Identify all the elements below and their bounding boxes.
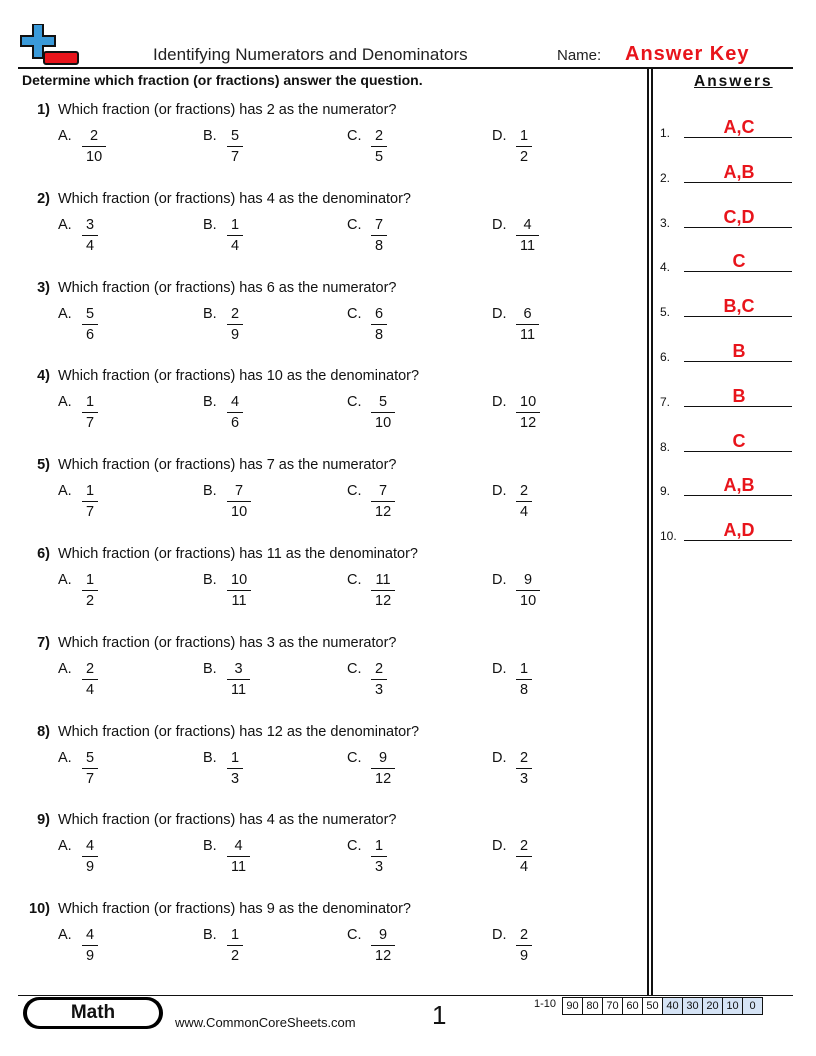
choice-label: A. xyxy=(58,660,72,677)
answer-value: C,D xyxy=(723,206,755,227)
choice-label: C. xyxy=(347,572,362,588)
answer-row xyxy=(660,295,792,319)
question-number: 6) xyxy=(37,546,50,562)
choice-label: B. xyxy=(203,749,217,766)
fraction xyxy=(82,128,106,165)
answer-number: 2. xyxy=(660,170,671,185)
fraction xyxy=(516,927,532,964)
choice-label: B. xyxy=(203,128,217,144)
name-label: Name: xyxy=(557,47,602,64)
denominator: 3 xyxy=(375,859,384,876)
fraction xyxy=(516,838,532,875)
fraction-bar xyxy=(516,501,532,502)
fraction xyxy=(227,572,251,609)
question-number: 5) xyxy=(37,457,50,474)
numerator: 2 xyxy=(375,128,384,144)
denominator: 10 xyxy=(520,593,537,609)
denominator: 12 xyxy=(375,770,392,787)
question-number: 10) xyxy=(29,901,50,918)
choice-label: C. xyxy=(347,128,362,144)
fraction-bar xyxy=(227,146,243,147)
column-divider-left xyxy=(647,68,649,995)
fraction-bar xyxy=(516,412,540,413)
numerator: 4 xyxy=(231,394,240,411)
score-cell: 90 xyxy=(562,997,583,1015)
score-table xyxy=(563,997,763,1015)
answer-value: A,B xyxy=(723,475,755,496)
fraction-bar xyxy=(371,768,395,769)
numerator: 3 xyxy=(234,660,243,677)
fraction xyxy=(227,750,243,787)
denominator: 10 xyxy=(231,504,248,521)
question-item xyxy=(0,368,640,456)
fraction xyxy=(227,128,243,165)
choice-label: D. xyxy=(492,927,507,944)
score-cell: 0 xyxy=(742,997,763,1015)
fraction-bar xyxy=(371,945,395,946)
fraction xyxy=(227,217,243,254)
numerator: 10 xyxy=(520,394,537,411)
question-item xyxy=(0,724,640,812)
fraction-bar xyxy=(516,146,532,147)
choice-label: B. xyxy=(203,927,217,944)
denominator: 8 xyxy=(520,681,529,698)
fraction xyxy=(516,750,532,787)
choice-label: C. xyxy=(347,216,362,233)
answer-value: B xyxy=(732,385,746,406)
question-text: Which fraction (or fractions) has 2 as the numerator? xyxy=(58,102,397,118)
numerator: 2 xyxy=(520,927,529,944)
denominator: 11 xyxy=(520,326,536,343)
fraction xyxy=(516,483,532,520)
fraction-bar xyxy=(82,146,106,147)
question-text: Which fraction (or fractions) has 9 as the denominator? xyxy=(58,901,411,918)
question-number: 2) xyxy=(37,190,50,207)
answer-row xyxy=(660,474,792,498)
score-cell: 30 xyxy=(682,997,703,1015)
answer-value: B,C xyxy=(723,296,755,317)
denominator: 12 xyxy=(375,504,392,521)
answer-number: 9. xyxy=(660,484,671,499)
question-number: 9) xyxy=(37,812,50,829)
score-range-label: 1-10 xyxy=(534,998,557,1010)
answer-value: A,D xyxy=(723,520,755,541)
numerator: 2 xyxy=(520,838,529,855)
numerator: 1 xyxy=(86,483,95,500)
fraction-bar xyxy=(82,590,98,591)
denominator: 7 xyxy=(86,770,95,787)
fraction xyxy=(227,483,251,520)
fraction xyxy=(371,927,395,964)
fraction xyxy=(371,394,395,431)
choice-label: D. xyxy=(492,749,507,766)
fraction-bar xyxy=(82,501,98,502)
fraction xyxy=(371,306,387,343)
denominator: 2 xyxy=(520,149,529,165)
fraction xyxy=(82,927,98,964)
fraction-bar xyxy=(371,324,387,325)
numerator: 10 xyxy=(231,572,248,588)
fraction-bar xyxy=(227,235,243,236)
numerator: 1 xyxy=(375,838,384,855)
denominator: 9 xyxy=(231,326,240,343)
numerator: 4 xyxy=(86,838,95,855)
choice-label: A. xyxy=(58,216,72,233)
choice-label: B. xyxy=(203,305,217,322)
fraction xyxy=(371,838,387,875)
subject-badge xyxy=(23,997,163,1029)
fraction xyxy=(227,661,250,698)
question-item xyxy=(0,812,640,900)
choice-label: A. xyxy=(58,394,72,411)
question-item xyxy=(0,280,640,368)
answer-number: 1. xyxy=(660,126,671,140)
numerator: 1 xyxy=(520,128,529,144)
fraction-bar xyxy=(227,768,243,769)
plus-minus-logo-icon xyxy=(20,24,80,66)
denominator: 11 xyxy=(231,859,247,876)
score-cell: 80 xyxy=(582,997,603,1015)
fraction xyxy=(227,394,243,431)
fraction-bar xyxy=(516,768,532,769)
fraction xyxy=(371,661,387,698)
fraction-bar xyxy=(227,590,251,591)
choice-label: B. xyxy=(203,216,217,233)
denominator: 11 xyxy=(231,681,247,698)
numerator: 1 xyxy=(86,572,95,588)
fraction-bar xyxy=(371,146,387,147)
answer-row xyxy=(660,250,792,274)
fraction xyxy=(516,572,540,609)
choice-label: C. xyxy=(347,927,362,944)
fraction xyxy=(82,483,98,520)
worksheet-title: Identifying Numerators and Denominators xyxy=(153,45,468,64)
fraction-bar xyxy=(516,590,540,591)
answer-row xyxy=(660,519,792,543)
choice-label: C. xyxy=(347,394,362,411)
choice-label: B. xyxy=(203,572,217,588)
question-item xyxy=(0,635,640,723)
answer-row xyxy=(660,161,792,185)
question-text: Which fraction (or fractions) has 4 as the numerator? xyxy=(58,812,397,829)
denominator: 8 xyxy=(375,326,384,343)
numerator: 2 xyxy=(86,660,95,677)
question-text: Which fraction (or fractions) has 12 as the denominator? xyxy=(58,723,420,740)
numerator: 1 xyxy=(520,660,529,677)
score-cell: 10 xyxy=(722,997,743,1015)
page-number: 1 xyxy=(432,1000,447,1030)
answer-number: 7. xyxy=(660,394,671,409)
fraction-bar xyxy=(516,945,532,946)
fraction xyxy=(516,661,532,698)
question-number: 1) xyxy=(37,102,50,118)
denominator: 2 xyxy=(231,948,240,965)
denominator: 3 xyxy=(231,770,240,787)
fraction xyxy=(82,217,98,254)
choice-label: D. xyxy=(492,572,507,588)
fraction xyxy=(516,394,540,431)
denominator: 12 xyxy=(520,415,537,432)
numerator: 5 xyxy=(231,128,240,144)
denominator: 10 xyxy=(86,149,103,165)
fraction xyxy=(371,483,395,520)
numerator: 6 xyxy=(375,305,384,322)
question-text: Which fraction (or fractions) has 6 as the numerator? xyxy=(58,279,397,296)
choice-label: A. xyxy=(58,128,72,144)
answer-number: 6. xyxy=(660,350,671,364)
denominator: 4 xyxy=(520,504,529,521)
denominator: 5 xyxy=(375,149,384,165)
choice-label: C. xyxy=(347,305,362,322)
fraction-bar xyxy=(227,501,251,502)
answer-number: 4. xyxy=(660,260,671,275)
fraction-bar xyxy=(227,856,250,857)
fraction-bar xyxy=(82,412,98,413)
numerator: 6 xyxy=(523,305,532,322)
numerator: 1 xyxy=(86,394,95,411)
question-number: 4) xyxy=(37,368,50,385)
fraction-bar xyxy=(516,856,532,857)
numerator: 7 xyxy=(379,483,388,500)
fraction-bar xyxy=(82,324,98,325)
subject-label: Math xyxy=(27,1000,159,1026)
numerator: 7 xyxy=(235,483,244,500)
choice-label: A. xyxy=(58,305,72,322)
numerator: 4 xyxy=(234,838,243,855)
website-url: www.CommonCoreSheets.com xyxy=(175,1015,356,1030)
instructions: Determine which fraction (or fractions) answer the question. xyxy=(22,72,423,88)
answer-number: 5. xyxy=(660,305,671,320)
question-item xyxy=(0,457,640,545)
fraction xyxy=(82,838,98,875)
denominator: 2 xyxy=(86,593,95,609)
question-number: 7) xyxy=(37,634,50,651)
choice-label: B. xyxy=(203,838,217,855)
choice-label: D. xyxy=(492,128,507,144)
question-text: Which fraction (or fractions) has 11 as the denominator? xyxy=(58,546,418,562)
denominator: 4 xyxy=(520,859,529,876)
question-number: 3) xyxy=(37,279,50,296)
choice-label: C. xyxy=(347,838,362,855)
denominator: 7 xyxy=(231,149,240,165)
fraction xyxy=(371,128,387,165)
answer-row xyxy=(660,116,792,140)
fraction-bar xyxy=(227,945,243,946)
fraction xyxy=(82,661,98,698)
choice-label: D. xyxy=(492,394,507,411)
denominator: 11 xyxy=(520,237,536,254)
denominator: 7 xyxy=(86,504,95,521)
numerator: 5 xyxy=(86,749,95,766)
fraction xyxy=(371,217,387,254)
denominator: 10 xyxy=(375,415,392,432)
choice-label: C. xyxy=(347,749,362,766)
fraction xyxy=(516,306,539,343)
choice-label: A. xyxy=(58,838,72,855)
score-cell: 40 xyxy=(662,997,683,1015)
choice-label: D. xyxy=(492,838,507,855)
fraction xyxy=(227,306,243,343)
fraction xyxy=(371,750,395,787)
fraction-bar xyxy=(516,235,539,236)
question-item xyxy=(0,901,640,989)
choice-label: D. xyxy=(492,660,507,677)
denominator: 4 xyxy=(86,681,95,698)
question-number: 8) xyxy=(37,723,50,740)
numerator: 2 xyxy=(520,483,529,500)
numerator: 7 xyxy=(375,216,384,233)
denominator: 4 xyxy=(86,237,95,254)
choice-label: D. xyxy=(492,305,507,322)
fraction-bar xyxy=(227,412,243,413)
fraction xyxy=(82,572,98,609)
answer-value: C xyxy=(732,251,746,272)
denominator: 11 xyxy=(231,593,247,609)
denominator: 12 xyxy=(375,948,392,965)
score-cell: 60 xyxy=(622,997,643,1015)
denominator: 9 xyxy=(520,948,529,965)
answers-heading: Answers xyxy=(694,73,773,90)
choice-label: A. xyxy=(58,483,72,500)
score-cell: 70 xyxy=(602,997,623,1015)
score-cell: 50 xyxy=(642,997,663,1015)
question-text: Which fraction (or fractions) has 10 as the denominator? xyxy=(58,368,420,385)
fraction xyxy=(516,128,532,165)
numerator: 9 xyxy=(379,749,388,766)
fraction-bar xyxy=(371,590,395,591)
fraction-bar xyxy=(82,768,98,769)
fraction xyxy=(227,927,243,964)
denominator: 4 xyxy=(231,237,240,254)
answer-value: A,C xyxy=(723,117,755,137)
choice-label: C. xyxy=(347,483,362,500)
fraction-bar xyxy=(516,679,532,680)
denominator: 6 xyxy=(231,415,240,432)
answer-row xyxy=(660,206,792,230)
fraction-bar xyxy=(371,412,395,413)
question-item xyxy=(0,546,640,634)
denominator: 3 xyxy=(520,770,529,787)
answer-number: 3. xyxy=(660,215,671,230)
denominator: 9 xyxy=(86,948,95,965)
fraction-bar xyxy=(371,235,387,236)
answer-value: A,B xyxy=(723,161,755,182)
choice-label: A. xyxy=(58,572,72,588)
fraction xyxy=(82,394,98,431)
numerator: 5 xyxy=(379,394,388,411)
numerator: 2 xyxy=(520,749,529,766)
numerator: 1 xyxy=(231,749,240,766)
answer-key-label: Answer Key xyxy=(625,43,750,65)
answer-row xyxy=(660,340,792,364)
numerator: 3 xyxy=(86,216,95,233)
fraction-bar xyxy=(82,235,98,236)
footer-divider xyxy=(18,995,793,996)
numerator: 11 xyxy=(375,572,391,588)
numerator: 1 xyxy=(231,216,240,233)
numerator: 9 xyxy=(379,927,388,944)
choice-label: A. xyxy=(58,927,72,944)
question-text: Which fraction (or fractions) has 3 as the numerator? xyxy=(58,634,397,651)
column-divider-right xyxy=(651,68,653,995)
fraction-bar xyxy=(82,679,98,680)
fraction-bar xyxy=(227,324,243,325)
choice-label: D. xyxy=(492,216,507,233)
numerator: 9 xyxy=(524,572,533,588)
question-text: Which fraction (or fractions) has 4 as the denominator? xyxy=(58,190,411,207)
fraction xyxy=(82,750,98,787)
answer-number: 8. xyxy=(660,439,671,454)
fraction-bar xyxy=(371,856,387,857)
numerator: 4 xyxy=(86,927,95,944)
fraction-bar xyxy=(516,324,539,325)
question-text: Which fraction (or fractions) has 7 as the numerator? xyxy=(58,457,397,474)
header-divider xyxy=(18,67,793,69)
numerator: 4 xyxy=(523,216,532,233)
question-item xyxy=(0,191,640,279)
choice-label: C. xyxy=(347,660,362,677)
choice-label: B. xyxy=(203,483,217,500)
fraction-bar xyxy=(371,679,387,680)
fraction xyxy=(371,572,395,609)
numerator: 1 xyxy=(231,927,240,944)
denominator: 6 xyxy=(86,326,95,343)
answer-row xyxy=(660,385,792,409)
score-cell: 20 xyxy=(702,997,723,1015)
denominator: 9 xyxy=(86,859,95,876)
fraction-bar xyxy=(82,945,98,946)
fraction xyxy=(227,838,250,875)
choice-label: A. xyxy=(58,749,72,766)
fraction-bar xyxy=(227,679,250,680)
fraction xyxy=(516,217,539,254)
fraction-bar xyxy=(371,501,395,502)
numerator: 2 xyxy=(375,660,384,677)
fraction-bar xyxy=(82,856,98,857)
denominator: 12 xyxy=(375,593,392,609)
choice-label: B. xyxy=(203,660,217,677)
denominator: 8 xyxy=(375,237,384,254)
choice-label: B. xyxy=(203,394,217,411)
answer-number: 10. xyxy=(660,529,677,544)
fraction xyxy=(82,306,98,343)
numerator: 5 xyxy=(86,305,95,322)
answer-row xyxy=(660,430,792,454)
question-item xyxy=(0,102,640,190)
denominator: 7 xyxy=(86,415,95,432)
denominator: 3 xyxy=(375,681,384,698)
numerator: 2 xyxy=(231,305,240,322)
answer-value: C xyxy=(732,430,746,451)
choice-label: D. xyxy=(492,483,507,500)
numerator: 2 xyxy=(90,128,99,144)
answer-value: B xyxy=(732,341,746,361)
